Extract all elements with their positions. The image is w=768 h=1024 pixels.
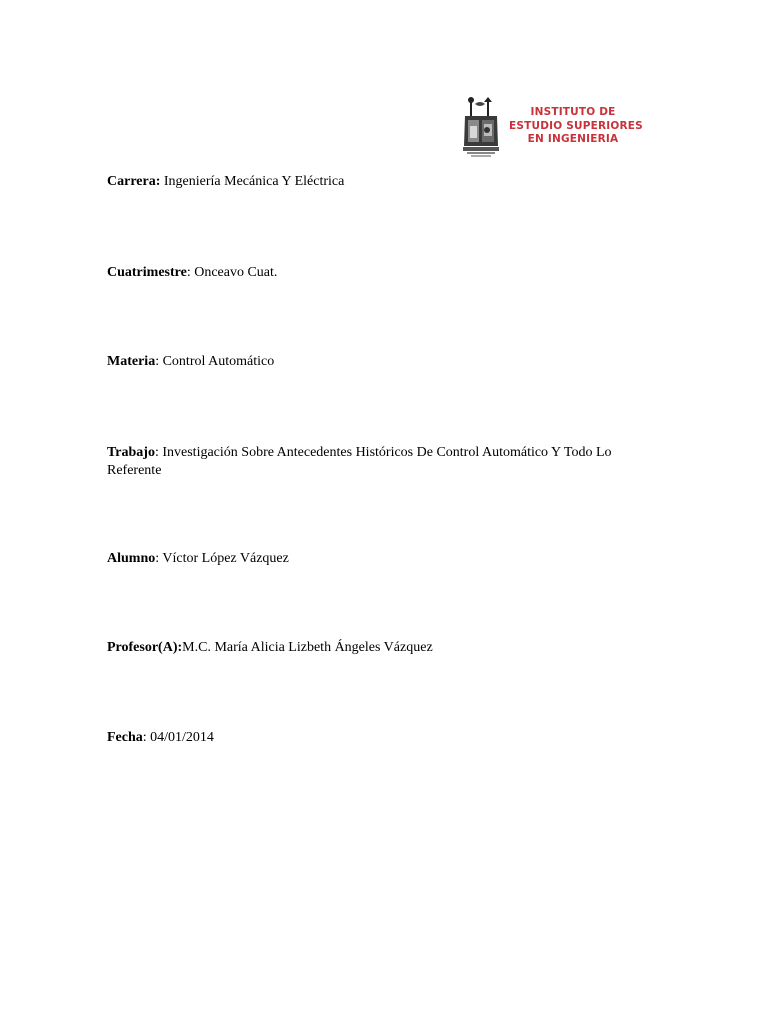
field-fecha-label: Fecha: [107, 730, 143, 745]
field-carrera-label: Carrera:: [107, 174, 161, 189]
field-materia-value: : Control Automático: [155, 354, 275, 369]
field-carrera: [107, 173, 667, 191]
field-profesor-value: M.C. María Alicia Lizbeth Ángeles Vázquez: [182, 640, 433, 655]
institute-name: [509, 106, 643, 147]
field-alumno: [107, 550, 667, 568]
field-materia-label: Materia: [107, 354, 156, 369]
field-fecha-value: : 04/01/2014: [142, 730, 214, 745]
institute-name-line-1: INSTITUTO DE: [530, 106, 616, 118]
field-cuatrimestre-value: : Onceavo Cuat.: [186, 265, 278, 280]
institute-name-line-3: EN INGENIERIA: [527, 133, 619, 145]
field-carrera-value: Ingeniería Mecánica Y Eléctrica: [160, 174, 345, 189]
field-profesor: [107, 639, 667, 657]
institute-seal-icon: [461, 96, 501, 158]
field-trabajo-label: Trabajo: [107, 445, 155, 460]
field-trabajo: [107, 444, 667, 480]
field-materia: [107, 353, 667, 371]
field-fecha: [107, 729, 667, 747]
field-trabajo-value: : Investigación Sobre Antecedentes Históricos De Control Automático Y Todo Lo Referente: [107, 445, 612, 478]
field-alumno-label: Alumno: [107, 551, 156, 566]
institute-logo: [461, 96, 643, 160]
field-profesor-label: Profesor(A):: [107, 640, 183, 655]
institute-name-line-2: ESTUDIO SUPERIORES: [509, 119, 643, 132]
field-alumno-value: : Víctor López Vázquez: [155, 551, 289, 566]
field-cuatrimestre: [107, 264, 667, 282]
field-cuatrimestre-label: Cuatrimestre: [107, 265, 187, 280]
